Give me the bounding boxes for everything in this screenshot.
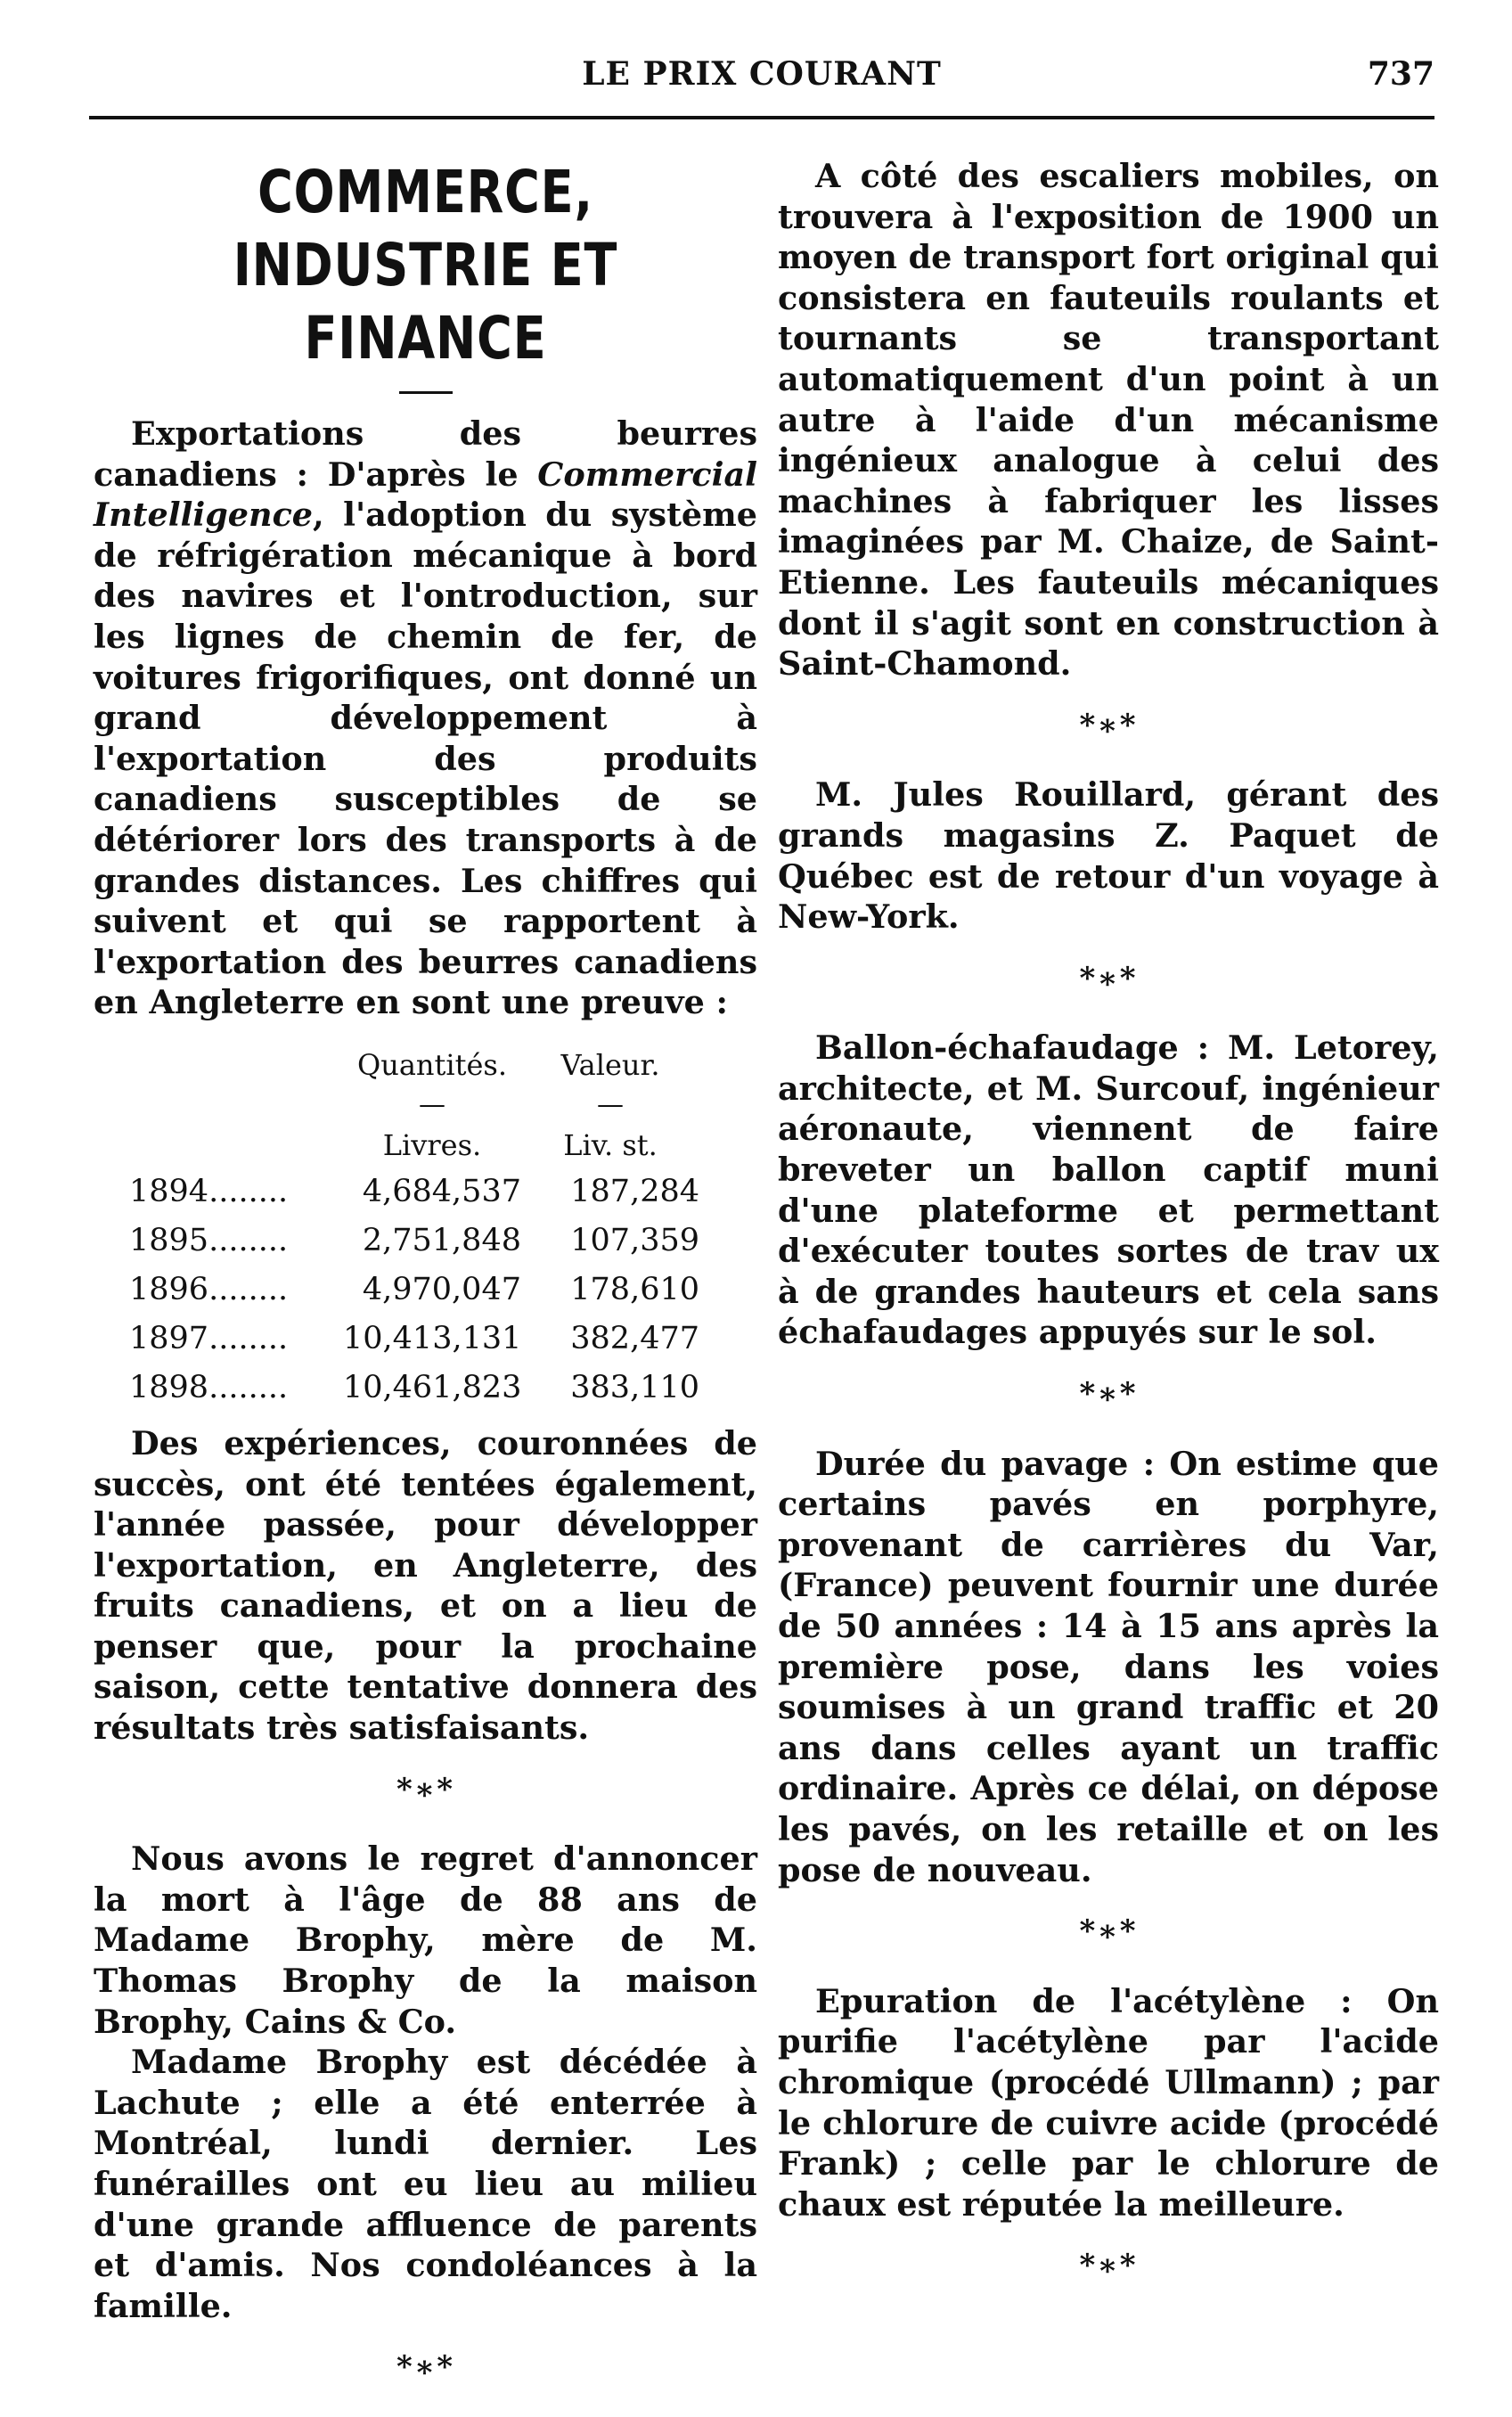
table-row: 1895........ 2,751,848 107,359 (129, 1222, 699, 1258)
table-row: 1898........ 10,461,823 383,110 (129, 1369, 699, 1405)
paragraph-brophy-2: Madame Brophy est décédée à Lachute ; elle a été enterrée à Montréal, lundi dernier. Les funérailles ont eu lieu au milieu d'une grande affluence de parents et d'amis. Nos condoléances à la famille. (94, 2043, 757, 2325)
export-table (94, 1043, 757, 1413)
paragraph-brophy-1: Nous avons le regret d'annoncer la mort à l'âge de 88 ans de Madame Brophy, mère de M. Thomas Brophy de la maison Brophy, Cains & Co. (94, 1839, 757, 2041)
separator-stars: *∗* (1079, 1376, 1138, 1413)
table-header (94, 1043, 757, 1087)
right-column (778, 156, 1439, 2315)
paragraph-escaliers: A côté des escaliers mobiles, on trouvera à l'exposition de 1900 un moyen de transport fort original qui consistera en fauteuils roulants et tournants se transportant automatiquement d'un point à un autre à l'aide d'un mécanisme ingénieux analogue à celui des machines à fabriquer les lisses imaginées par M. Chaize, de Saint-Etienne. Les fauteuils mécaniques dont il s'agit sont en construction à Saint-Chamond. (778, 157, 1439, 684)
journal-title: LE PRIX COURANT (582, 55, 942, 93)
paragraph-pavage: Durée du pavage : On estime que certains pavés en porphyre, provenant de carrières du Var, (France) peuvent fournir une durée de 50 années : 14 à 15 ans après la première pose, dans les voies soumises à un grand traffic et 20 ans dans celles ayant un traffic ordinaire. Après ce délai, on dépose les pavés, on les retaille et on les pose de nouveau. (778, 1444, 1439, 1889)
table-header-dashes: — — (419, 1088, 624, 1120)
heading-dash (399, 391, 453, 394)
col-value-header: Valeur. (560, 1047, 660, 1082)
header-rule (89, 116, 1434, 119)
left-column (94, 156, 757, 2417)
section-heading (153, 156, 698, 375)
separator-stars: *∗* (396, 1771, 455, 1807)
table-row: 1896........ 4,970,047 178,610 (129, 1271, 699, 1307)
paragraph-acetylene: Epuration de l'acétylène : On purifie l'acétylène par l'acide chromique (procédé Ullmann) ; par le chlorure de cuivre acide (procédé Frank) ; celle par le chlorure de chaux est réputée la meilleure. (778, 1981, 1439, 2224)
separator-stars: *∗* (1079, 960, 1138, 996)
separator-stars: *∗* (1079, 1913, 1138, 1950)
unit-quantity: Livres. (382, 1127, 482, 1162)
paragraph-exportations: Exportations des beurres canadiens : D'après le Commercial Intelligence, l'adoption du système de réfrigération mécanique à bord des navires et l'ontroduction, sur les lignes de chemin de fer, de voitures frigorifiques, ont donné un grand développement à l'exportation des produits canadiens susceptibles de se détériorer lors des transports à de grandes distances. Les chiffres qui suivent et qui se rapportent à l'exportation des beurres canadiens en Angleterre en sont une preuve : (94, 414, 757, 1022)
paragraph-rouillard: M. Jules Rouillard, gérant des grands magasins Z. Paquet de Québec est de retour d'un voyage à New-York. (778, 775, 1439, 937)
table-units (94, 1123, 757, 1168)
heading-line-2: INDUSTRIE ET FINANCE (233, 231, 618, 373)
paragraph-experiences: Des expériences, couronnées de succès, ont été tentées également, l'année passée, pour développer l'exportation, en Angleterre, des fruits canadiens, et on a lieu de penser que, pour la prochaine saison, cette tentative donnera des résultats très satisfaisants. (94, 1423, 757, 1748)
separator-stars: *∗* (396, 2349, 455, 2386)
page-number: 737 (1367, 55, 1434, 93)
heading-line-1: COMMERCE, (257, 158, 593, 226)
separator-stars: *∗* (1079, 2248, 1138, 2284)
separator-stars: *∗* (1079, 707, 1138, 743)
col-quantity-header: Quantités. (356, 1047, 507, 1082)
paragraph-ballon: Ballon-échafaudage : M. Letorey, architecte, et M. Surcouf, ingénieur aéronaute, viennent de faire breveter un ballon captif muni d'une plateforme et permettant d'exécuter toutes sortes de trav ux à de grandes hauteurs et cela sans échafaudages appuyés sur le sol. (778, 1028, 1439, 1352)
table-row: 1897........ 10,413,131 382,477 (129, 1320, 699, 1356)
page-header (89, 55, 1434, 100)
unit-value: Liv. st. (563, 1127, 658, 1162)
table-row: 1894........ 4,684,537 187,284 (129, 1173, 699, 1209)
